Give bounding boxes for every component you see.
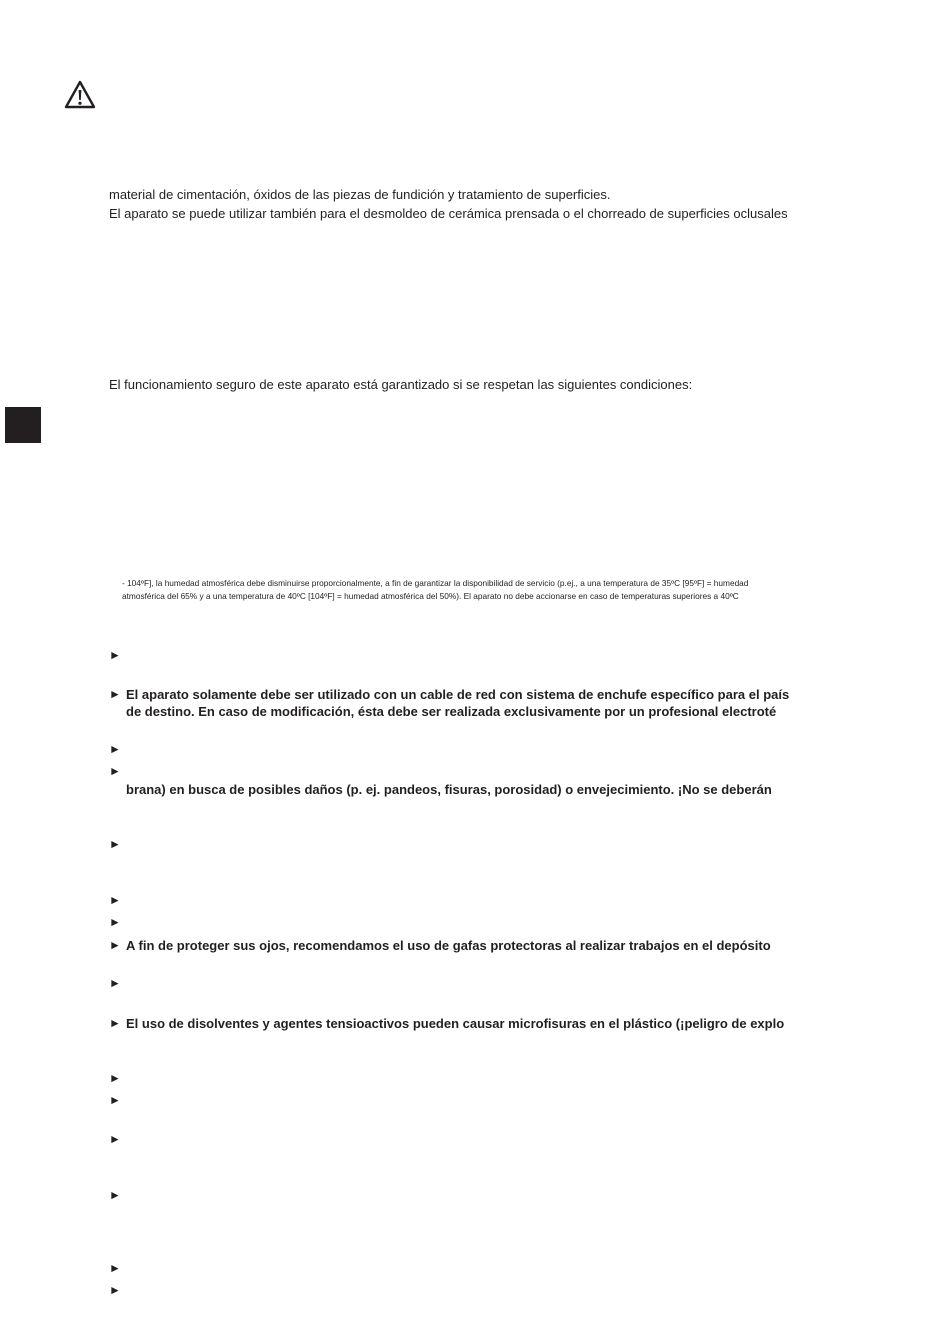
humidity-note-line-1: - 104ºF], la humedad atmosférica debe disminuirse proporcionalmente, a fin de garantizar la disponibilidad de servicio (p.ej., a una temperatura de 35ºC [95ºF] = humedad: [122, 578, 749, 588]
bullet-goggles: A fin de proteger sus ojos, recomendamos el uso de gafas protectoras al realizar trabajos en el depósito: [126, 938, 771, 953]
bullet-arrow-icon: ►: [109, 915, 121, 929]
bullet-arrow-icon: ►: [109, 1016, 121, 1030]
warning-triangle-icon: [64, 80, 96, 110]
bullet-arrow-icon: ►: [109, 1188, 121, 1202]
bullet-arrow-icon: ►: [109, 976, 121, 990]
humidity-note-line-2: atmosférica del 65% y a una temperatura de 40ºC [104ºF] = humedad atmosférica del 50%). El aparato no debe accionarse en caso de temperaturas superiores a 40ºC: [122, 591, 739, 601]
bullet-arrow-icon: ►: [109, 938, 121, 952]
bullet-arrow-icon: ►: [109, 648, 121, 662]
bullet-arrow-icon: ►: [109, 687, 121, 701]
safety-intro: El funcionamiento seguro de este aparato está garantizado si se respetan las siguientes condiciones:: [109, 377, 693, 392]
bullet-arrow-icon: ►: [109, 764, 121, 778]
bullet-solvents: El uso de disolventes y agentes tensioactivos pueden causar microfisuras en el plástico (¡peligro de explo: [126, 1016, 785, 1031]
bullet-arrow-icon: ►: [109, 742, 121, 756]
bullet-cable-line-1: El aparato solamente debe ser utilizado con un cable de red con sistema de enchufe específico para el país: [126, 687, 790, 702]
bullet-arrow-icon: ►: [109, 837, 121, 851]
bullet-arrow-icon: ►: [109, 1132, 121, 1146]
bullet-membrane-line-2: brana) en busca de posibles daños (p. ej. pandeos, fisuras, porosidad) o envejecimiento. ¡No se deberán: [126, 782, 772, 797]
bullet-arrow-icon: ►: [109, 893, 121, 907]
bullet-arrow-icon: ►: [109, 1283, 121, 1297]
bullet-cable-line-2: de destino. En caso de modificación, ésta debe ser realizada exclusivamente por un profesional electroté: [126, 704, 777, 719]
bullet-arrow-icon: ►: [109, 1093, 121, 1107]
bullet-arrow-icon: ►: [109, 1261, 121, 1275]
intro-line-1: material de cimentación, óxidos de las piezas de fundición y tratamiento de superficies.: [109, 187, 611, 202]
section-tab-marker: [5, 407, 41, 443]
intro-line-2: El aparato se puede utilizar también para el desmoldeo de cerámica prensada o el chorreado de superficies oclusales: [109, 206, 788, 221]
bullet-arrow-icon: ►: [109, 1071, 121, 1085]
